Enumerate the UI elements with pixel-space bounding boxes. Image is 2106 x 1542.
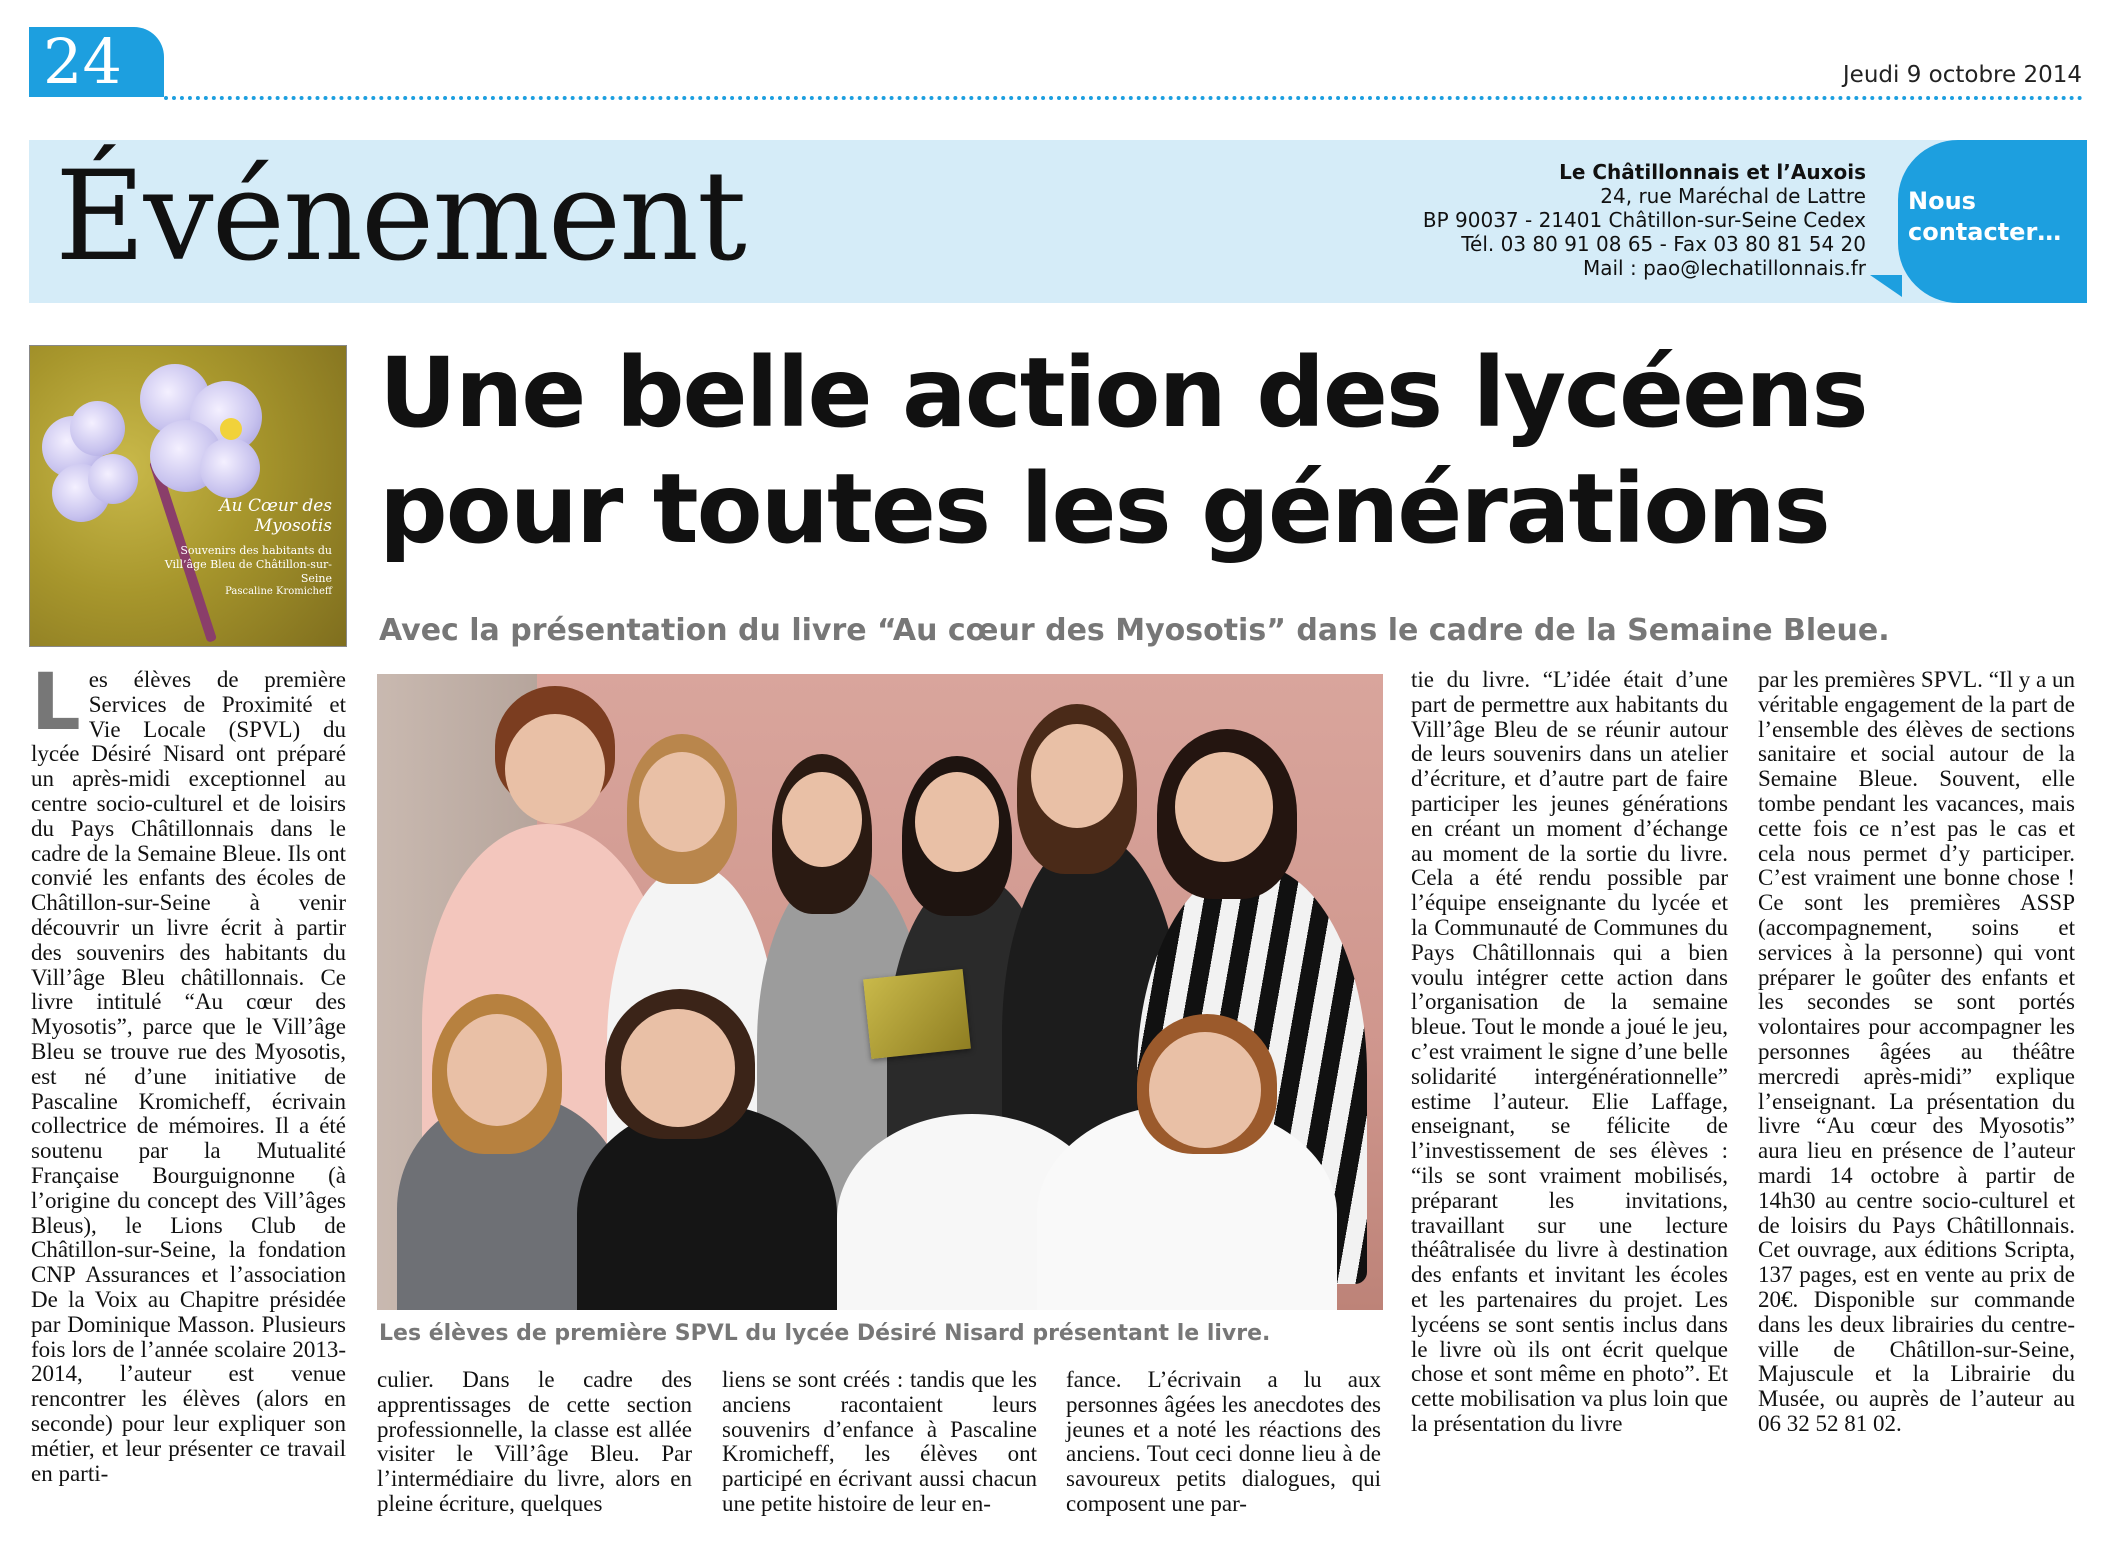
held-book <box>863 969 971 1059</box>
flower-center <box>220 418 242 440</box>
contact-bubble-label[interactable]: Nous contacter… <box>1908 187 2062 246</box>
speech-bubble-tail <box>1870 275 1902 297</box>
contact-org: Le Châtillonnais et l’Auxois <box>1559 160 1866 184</box>
header-divider <box>164 96 2084 100</box>
body-column-2: culier. Dans le cadre des apprentissages de cette section professionnelle, la classe est allée visiter le Vill’âge Bleu. Par l’intermédiaire du livre, alors en pleine écriture, quelques <box>377 1367 692 1516</box>
contact-phone: Tél. 03 80 91 08 65 - Fax 03 80 81 54 20 <box>1461 232 1866 256</box>
issue-date: Jeudi 9 octobre 2014 <box>1842 62 2082 88</box>
section-title: Événement <box>55 145 745 289</box>
photo-caption: Les élèves de première SPVL du lycée Désiré Nisard présentant le livre. <box>379 1321 1271 1346</box>
body-column-4: fance. L’écrivain a lu aux personnes âgées les anecdotes des jeunes et a noté les réactions des anciens. Tout ceci donne lieu à de savoureux petits dialogues, qui composent une par- <box>1066 1367 1381 1516</box>
article-headline: Une belle action des lycéens pour toutes les générations <box>379 337 1867 565</box>
book-author: Pascaline Kromicheff <box>225 586 332 597</box>
body-column-5: tie du livre. “L’idée était d’une part de permettre aux habitants du Vill’âge Bleu de se réunir autour de leurs souvenirs dans un atelier d’écriture, et d’autre part de faire participer les jeunes générations en créant un moment d’échange au moment de la sortie du livre. Cela a été rendu possible par l’équipe enseignante du lycée et la Communauté de Communes du Pays Châtillonnais qui a bien voulu intégrer cette action dans l’organisation de la semaine bleue. Tout le monde a joué le jeu, c’est vraiment le signe d’une belle solidarité intergénérationnelle” estime l’auteur. Elie Laffage, enseignant, se félicite de l’investissement de ses élèves : “ils se sont vraiment mobilisés, préparant les invitations, travaillant sur une lecture théâtralisée du livre à destination des enfants et invitant les écoles et les partenaires du projet. Les lycéens se sont sentis inclus dans le livre où ils ont écrit quelque chose et sont même en photo”. Et cette mobilisation va plus loin que la présentation du livre <box>1411 667 1728 1436</box>
page-number: 24 <box>29 27 164 97</box>
article-subtitle: Avec la présentation du livre “Au cœur des Myosotis” dans le cadre de la Semaine Bleue. <box>379 613 1890 648</box>
body-column-1-text: es élèves de première Services de Proximité et Vie Locale (SPVL) du lycée Désiré Nisard ont préparé un après-midi exceptionnel au centre socio-culturel et de loisirs du Pays Châtillonnais dans le cadre de la Semaine Bleue. Ils ont convié les enfants des écoles de Châtillon-sur-Seine à venir découvrir un livre écrit à partir des souvenirs des habitants du Vill’âge Bleu châtillonnais. Ce livre intitulé “Au cœur des Myosotis”, parce que le Vill’âge Bleu se trouve rue des Myosotis, est né d’une initiative de Pascaline Kromicheff, écrivain collectrice de mémoires. Il a été soutenu par la Mutualité Française Bourguignonne (à l’origine du concept des Vill’âges Bleus), le Lions Club de Châtillon-sur-Seine, la fondation CNP Assurances et l’association De la Voix au Chapitre présidée par Dominique Masson. Plusieurs fois lors de l’année scolaire 2013-2014, l’auteur est venue rencontrer les élèves (alors en seconde) pour leur expliquer son métier, et leur présenter ce travail en parti- <box>31 667 346 1486</box>
body-column-3: liens se sont créés : tandis que les anciens racontaient leurs souvenirs d’enfance à Pascaline Kromicheff, les élèves ont participé en écrivant aussi chacun une petite histoire de leur en- <box>722 1367 1037 1516</box>
drop-cap: L <box>31 658 81 748</box>
contact-postal: BP 90037 - 21401 Châtillon-sur-Seine Cedex <box>1422 208 1866 232</box>
book-cover-image <box>29 345 347 647</box>
book-title: Au Cœur des Myosotis <box>219 496 332 536</box>
article-photo <box>377 674 1383 1310</box>
body-column-6: par les premières SPVL. “Il y a un véritable engagement de la part de l’ensemble des élèves de sections sanitaire et social autour de la Semaine Bleue. Souvent, elle tombe pendant les vacances, mais cette fois ce n’est pas le cas et cela nous permet d’y participer. C’est vraiment une bonne chose ! Ce sont les premières ASSP (accompagnement, soins et services à la personne) qui vont préparer le goûter des enfants et les secondes se sont portés volontaires pour accompagner les personnes âgées au théâtre mercredi après-midi” explique l’enseignant. La présentation du livre “Au cœur des Myosotis” aura lieu en présence de l’auteur mardi 14 octobre à partir de 14h30 au centre socio-culturel et de loisirs du Pays Châtillonnais. Cet ouvrage, aux éditions Scripta, 137 pages, est en vente au prix de 20€. Disponible sur commande dans les deux librairies du centre-ville de Châtillon-sur-Seine, Majuscule et la Librairie du Musée, ou auprès de l’auteur au 06 32 52 81 02. <box>1758 667 2075 1436</box>
body-column-1 <box>31 658 346 1486</box>
book-subtitle: Souvenirs des habitants du Vill’âge Bleu de Châtillon-sur-Seine <box>164 544 332 585</box>
contact-mail[interactable]: Mail : pao@lechatillonnais.fr <box>1582 256 1866 280</box>
contact-block <box>1423 160 1866 280</box>
contact-address: 24, rue Maréchal de Lattre <box>1600 184 1866 208</box>
